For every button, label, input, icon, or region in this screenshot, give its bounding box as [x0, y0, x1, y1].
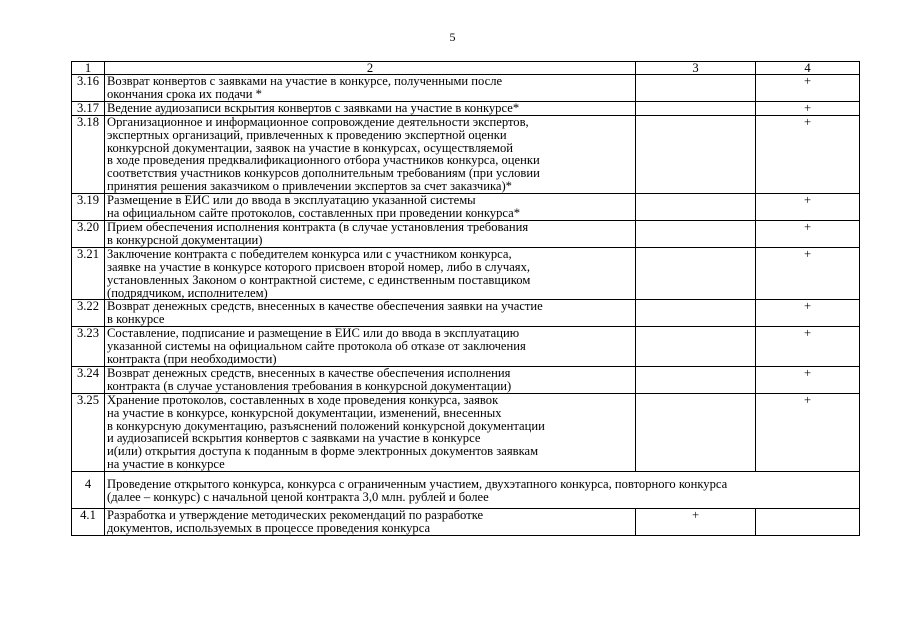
description-line: соответствия участников конкурсов дополнительным требованиям (при условии — [107, 166, 540, 181]
row-description — [105, 327, 636, 367]
description-line: Заключение контракта с победителем конкурса или с участником конкурса, — [107, 246, 512, 261]
description-line: документов, используемых в процессе проведения конкурса — [107, 520, 431, 535]
description-line: (подрядчиком, исполнителем) — [107, 285, 268, 300]
description-line: Прием обеспечения исполнения контракта (в случае установления требования — [107, 219, 529, 234]
row-col-4-mark: + — [756, 194, 860, 221]
description-line: указанной системы на официальном сайте протокола об отказе от заключения — [107, 339, 526, 354]
description-line: в конкурсную документацию, разъяснений положений конкурсной документации — [107, 418, 545, 433]
row-col-4-mark — [756, 509, 860, 536]
table-row — [72, 509, 860, 536]
section-row — [72, 472, 860, 509]
description-line: контракта (в случае установления требования в конкурсной документации) — [107, 378, 512, 393]
row-col-4-mark: + — [756, 101, 860, 115]
row-description — [105, 509, 636, 536]
table-row — [72, 393, 860, 471]
row-col-3-mark — [636, 366, 756, 393]
row-number: 3.25 — [72, 393, 105, 471]
description-line: Возврат конвертов с заявками на участие в конкурсе, полученными после — [107, 74, 503, 88]
description-line: Возврат денежных средств, внесенных в качестве обеспечения заявки на участие — [107, 299, 543, 314]
description-line: в конкурсной документации) — [107, 232, 263, 247]
row-col-4-mark: + — [756, 393, 860, 471]
row-number: 3.17 — [72, 101, 105, 115]
row-description — [105, 75, 636, 102]
row-col-4-mark: + — [756, 75, 860, 102]
description-line: окончания срока их подачи * — [107, 86, 262, 101]
row-number: 4.1 — [72, 509, 105, 536]
row-description — [105, 194, 636, 221]
description-line: Разработка и утверждение методических рекомендаций по разработке — [107, 508, 484, 522]
row-col-3-mark — [636, 220, 756, 247]
row-col-3-mark — [636, 247, 756, 300]
description-line: и аудиозаписей вскрытия конвертов с заявками на участие в конкурсе — [107, 431, 481, 446]
row-col-4-mark: + — [756, 115, 860, 193]
header-col-2: 2 — [105, 62, 636, 75]
row-description — [105, 247, 636, 300]
description-line: установленных Законом о контрактной системе, с единственным поставщиком — [107, 272, 531, 287]
row-col-3-mark — [636, 115, 756, 193]
row-col-4-mark: + — [756, 247, 860, 300]
row-col-4-mark: + — [756, 366, 860, 393]
row-number: 4 — [72, 472, 105, 509]
row-description — [105, 472, 860, 509]
description-line: (далее – конкурс) с начальной ценой контракта 3,0 млн. рублей и более — [107, 490, 489, 505]
row-number: 3.19 — [72, 194, 105, 221]
row-number: 3.16 — [72, 75, 105, 102]
document-table — [71, 61, 860, 536]
table-row — [72, 366, 860, 393]
description-line: и(или) открытия доступа к поданным в форме электронных документов заявкам — [107, 444, 539, 459]
description-line: контракта (при необходимости) — [107, 352, 277, 367]
row-col-3-mark — [636, 300, 756, 327]
description-line: Хранение протоколов, составленных в ходе проведения конкурса, заявок — [107, 392, 499, 407]
table-body — [72, 62, 860, 536]
description-line: принятия решения заказчиком о привлечении экспертов за счет заказчика)* — [107, 179, 512, 194]
description-line: на участие в конкурсе — [107, 457, 225, 472]
table-row — [72, 220, 860, 247]
row-col-3-mark: + — [636, 509, 756, 536]
table-row — [72, 300, 860, 327]
description-line: на официальном сайте протоколов, составленных при проведении конкурса* — [107, 206, 521, 221]
row-col-3-mark — [636, 101, 756, 115]
description-line: экспертных организаций, привлеченных к проведению экспертной оценки — [107, 127, 507, 142]
row-col-3-mark — [636, 327, 756, 367]
row-description — [105, 393, 636, 471]
description-line: Возврат денежных средств, внесенных в качестве обеспечения исполнения — [107, 365, 511, 380]
table-row — [72, 194, 860, 221]
table-row — [72, 327, 860, 367]
row-col-3-mark — [636, 75, 756, 102]
header-col-4: 4 — [756, 62, 860, 75]
row-number: 3.23 — [72, 327, 105, 367]
row-number: 3.22 — [72, 300, 105, 327]
page-number: 5 — [449, 30, 456, 44]
row-description — [105, 300, 636, 327]
row-col-4-mark: + — [756, 300, 860, 327]
row-col-3-mark — [636, 194, 756, 221]
description-line: Составление, подписание и размещение в ЕИС или до ввода в эксплуатацию — [107, 326, 520, 341]
row-col-4-mark: + — [756, 220, 860, 247]
table-row — [72, 101, 860, 115]
header-col-1: 1 — [72, 62, 105, 75]
table-row — [72, 75, 860, 102]
row-description — [105, 115, 636, 193]
description-line: Организационное и информационное сопровождение деятельности экспертов, — [107, 114, 529, 129]
table-header-row — [72, 62, 860, 75]
row-number: 3.24 — [72, 366, 105, 393]
row-number: 3.18 — [72, 115, 105, 193]
row-description — [105, 101, 636, 115]
row-description — [105, 366, 636, 393]
description-line: в ходе проведения предквалификационного отбора участников конкурса, оценки — [107, 153, 540, 168]
description-line: на участие в конкурсе, конкурсной документации, изменений, внесенных — [107, 405, 502, 420]
row-description — [105, 220, 636, 247]
table-row — [72, 247, 860, 300]
row-col-3-mark — [636, 393, 756, 471]
header-col-3: 3 — [636, 62, 756, 75]
table-row — [72, 115, 860, 193]
row-col-4-mark: + — [756, 327, 860, 367]
description-line: заявке на участие в конкурсе которого присвоен второй номер, либо в случаях, — [107, 259, 531, 274]
row-number: 3.20 — [72, 220, 105, 247]
description-line: Проведение открытого конкурса, конкурса с ограниченным участием, двухэтапного конкурса, повторного конкурса — [107, 477, 728, 492]
row-number: 3.21 — [72, 247, 105, 300]
description-line: конкурсной документации, заявок на участие в конкурсах, осуществляемой — [107, 140, 514, 155]
description-line: Размещение в ЕИС или до ввода в эксплуатацию указанной системы — [107, 193, 476, 208]
description-line: в конкурсе — [107, 312, 165, 327]
description-line: Ведение аудиозаписи вскрытия конвертов с заявками на участие в конкурсе* — [107, 100, 520, 115]
